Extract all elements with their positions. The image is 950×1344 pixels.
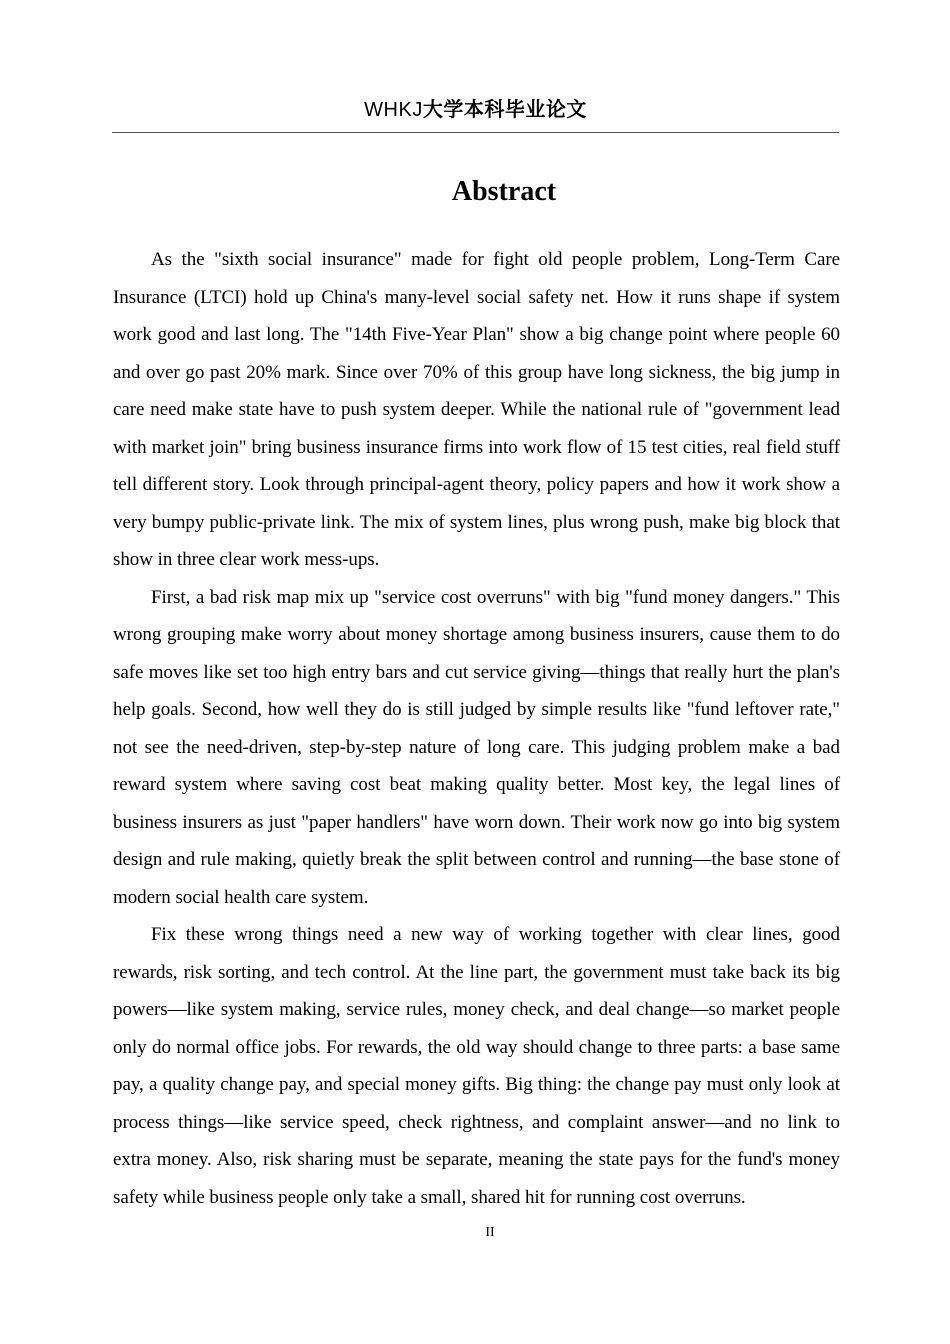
header-divider — [112, 132, 839, 133]
paragraph: As the "sixth social insurance" made for fight old people problem, Long-Term Care Insurance (LTCI) hold up China's many-level social safety net. How it runs shape if system work good and last long. The "14th Five-Year Plan" show a big change point where people 60 and over go past 20% mark. Since over 70% of this group have long sickness, the big jump in care need make state have to push system deeper. While the national rule of "government lead with market join" bring business insurance firms into work flow of 15 test cities, real field stuff tell different story. Look through principal-agent theory, policy papers and how it work show a very bumpy public-private link. The mix of system lines, plus wrong push, make big block that show in three clear work mess-ups. — [113, 249, 840, 570]
abstract-body — [113, 241, 840, 1216]
paragraph: Fix these wrong things need a new way of working together with clear lines, good rewards, risk sorting, and tech control. At the line part, the government must take back its big powers—like system making, service rules, money check, and deal change—so market people only do normal office jobs. For rewards, the old way should change to three parts: a base same pay, a quality change pay, and special money gifts. Big thing: the change pay must only look at process things—like service speed, check rightness, and complaint answer—and no link to extra money. Also, risk sharing must be separate, meaning the state pays for the fund's money safety while business people only take a small, shared hit for running cost overruns. — [113, 924, 840, 1208]
page-title: Abstract — [451, 176, 557, 207]
page-number: II — [485, 1225, 495, 1240]
header-title-cjk: 大学本科毕业论文 — [422, 97, 587, 121]
page-header — [112, 94, 839, 124]
header-title-latin: WHKJ — [364, 99, 423, 121]
paragraph: First, a bad risk map mix up "service cost overruns" with big "fund money dangers." This wrong grouping make worry about money shortage among business insurers, cause them to do safe moves like set too high entry bars and cut service giving—things that really hurt the plan's help goals. Second, how well they do is still judged by simple results like "fund leftover rate," not see the need-driven, step-by-step nature of long care. This judging problem make a bad reward system where saving cost beat making quality better. Most key, the legal lines of business insurers as just "paper handlers" have worn down. Their work now go into big system design and rule making, quietly break the split between control and running—the base stone of modern social health care system. — [113, 586, 840, 908]
